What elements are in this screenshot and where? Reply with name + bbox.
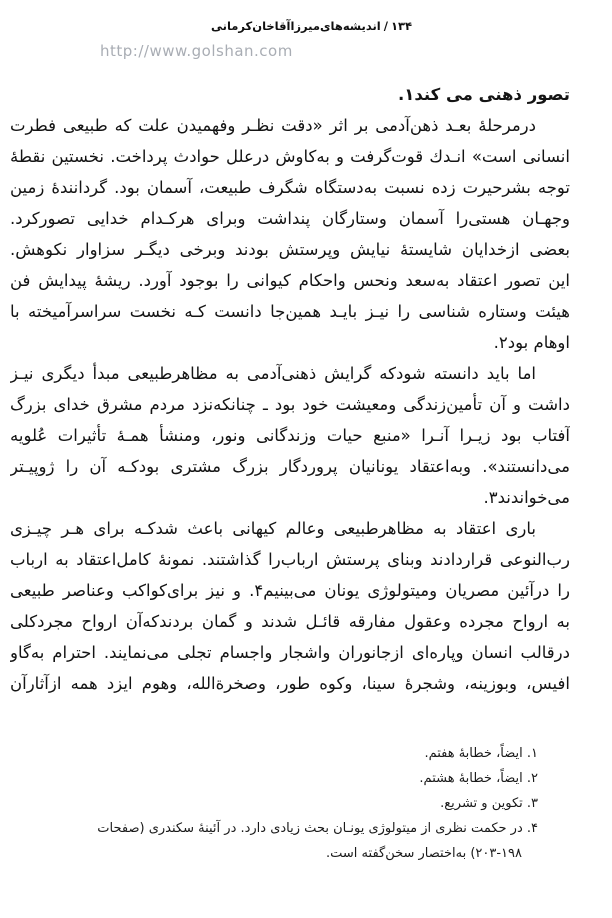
text-line: توجه بشرحیرت زده نسبت به‌دستگاه شگرف طبیعت، آسمان بود. گردانندهٔ زمین	[10, 178, 570, 197]
watermark-url: http://www.golshan.com	[100, 42, 293, 60]
text-line: بعضی ازخدایان شایستهٔ نیایش وپرستش بودند وبرخی دیگـر سزاوار نکوهش.	[10, 240, 570, 259]
footnote-line: ۳. تکوین و تشریع.	[440, 796, 538, 811]
text-line: درمرحلهٔ بعـد ذهن‌آدمی بر اثر «دقت نظـر وفهمیدن علت که طبیعی فطرت	[10, 116, 536, 135]
book-title: اندیشه‌های‌میرزاآقاخان‌کرمانی	[211, 19, 381, 33]
page-number: ۱۳۴	[390, 19, 412, 33]
text-line: انسانی است» انـدك قوت‌گرفت و به‌کاوش درعلل حوادث پرداخت. نخستین نقطهٔ	[10, 147, 570, 166]
text-line: اوهام بود۲.	[493, 333, 570, 352]
text-line: داشت و آن تأمین‌زندگی ومعیشت خود بود ـ چنانکه‌نزد مردم مشرق خدای بزرگ	[10, 395, 570, 414]
text-line: اما باید دانسته شودکه گرایش ذهنی‌آدمی به مظاهرطبیعی مبدأ دیگری نیـز	[10, 364, 536, 383]
text-line: می‌خواندند۳.	[483, 488, 570, 507]
text-line: این تصور اعتقاد به‌سعد ونحس واحکام کیوانی را بوجود آورد. ریشهٔ پیدایش فن	[10, 271, 570, 290]
text-line: افیس، وبوزینه، وشجرهٔ سینا، وکوه طور، وصخرةالله، وهوم ایزد همه ازآثارآن	[10, 674, 570, 693]
footnote-line: ۴. در حکمت نظری از میتولوژی یونـان بحث زیادی دارد. در آئینهٔ سکندری (صفحات	[97, 821, 538, 836]
text-line: درقالب انسان وپاره‌ای ازجانوران واشجار واجسام تجلی می‌نمایند. احترام به‌گاو	[10, 643, 570, 662]
footnotes	[40, 741, 538, 866]
text-line: هیئت وستاره شناسی را نیـز بایـد همین‌جا دانست کـه نخست سراسرآمیخته با	[10, 302, 570, 321]
text-line: باری اعتقاد به مظاهرطبیعی وعالم کیهانی باعث شدکـه برای هـر چیـزی	[10, 519, 536, 538]
text-line-lead: تصور ذهنی می کند۱.	[398, 85, 570, 104]
text-line: را درآئین مصریان ومیتولوژی یونان می‌بینیم۴. و نیز برای‌کواکب وعناصر طبیعی	[10, 581, 570, 600]
text-line: می‌دانستند». وبه‌اعتقاد یونانیان پروردگار بزرگ مشتری بودکـه آن را ژوپیـتر	[10, 457, 570, 476]
header-separator: /	[383, 19, 388, 33]
text-line: آفتاب بود زیـرا آنـرا «منبع حیات وزندگانی ونور، ومنشأ همـهٔ تأثیرات عُلویه	[10, 426, 570, 445]
footnote-line: ۲۰۳-۱۹۸) به‌اختصار سخن‌گفته است.	[326, 846, 522, 861]
footnote-line: ۱. ایضاً، خطابهٔ هفتم.	[424, 746, 538, 761]
running-head	[211, 19, 412, 33]
footnote-line: ۲. ایضاً، خطابهٔ هشتم.	[419, 771, 538, 786]
text-line: وجهـان هستی‌را آسمان وستارگان پنداشت وبرای هرکـدام خدایی تصورکرد.	[10, 209, 570, 228]
text-line: به ارواح مجرده وعقول مفارقه قائـل شدند و گمان بردندکه‌آن ارواح مجردکلی	[10, 612, 570, 631]
body-text	[10, 79, 570, 699]
text-line: رب‌النوعی قراردادند وبنای پرستش ارباب‌را گذاشتند. نمونهٔ کامل‌اعتقاد به ارباب	[10, 550, 570, 569]
